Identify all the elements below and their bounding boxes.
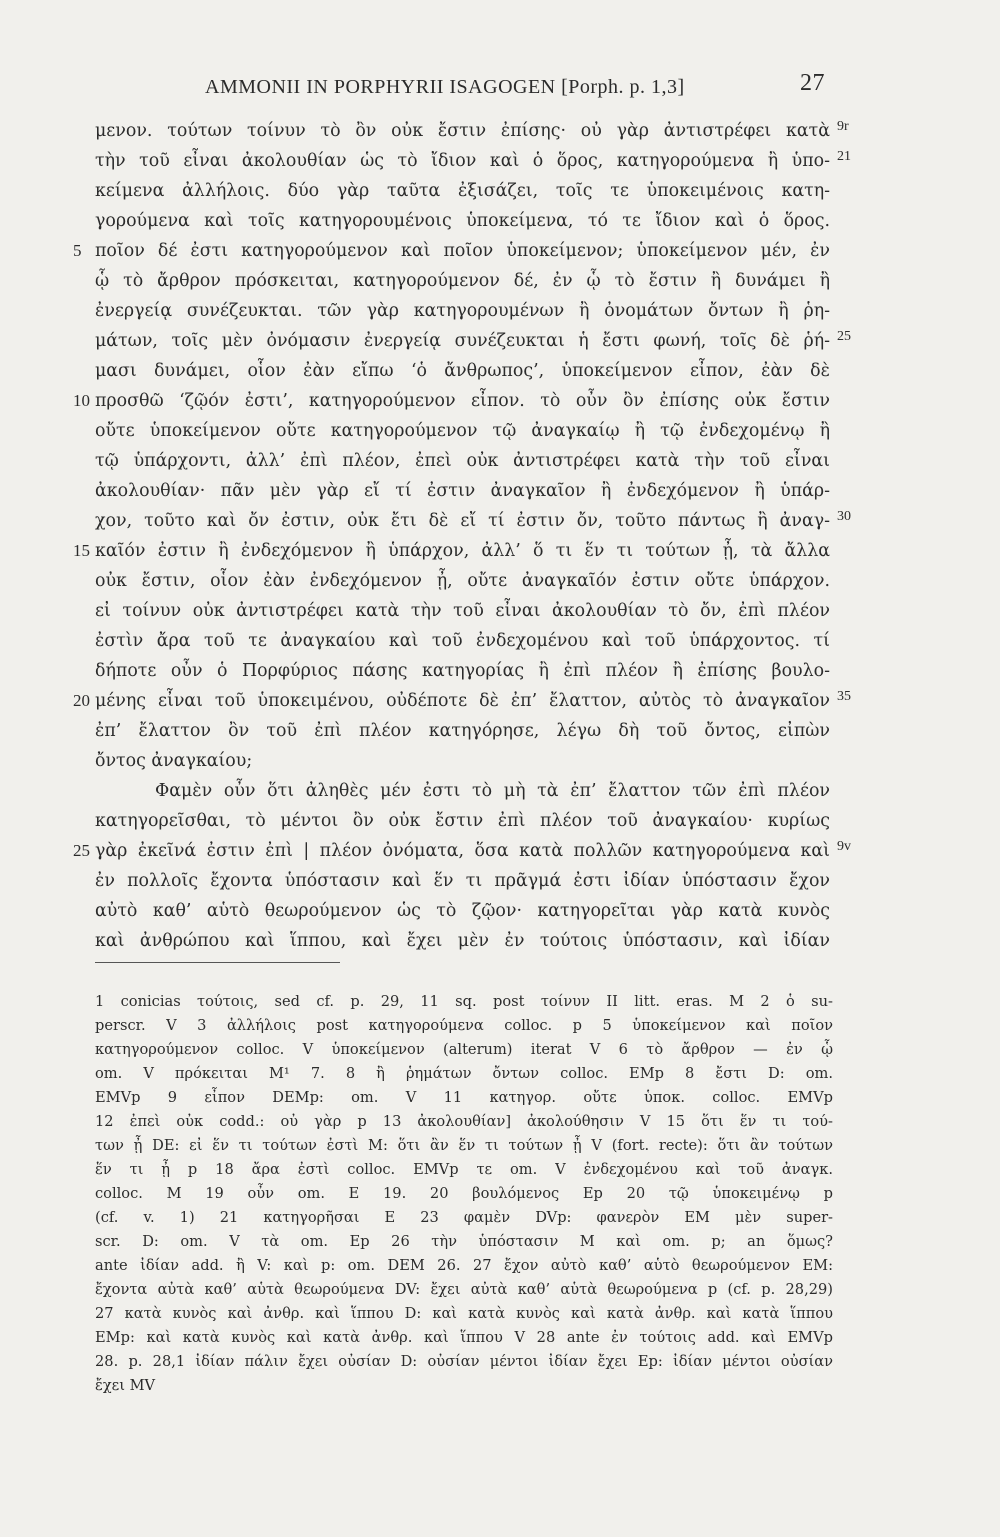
footnote-line: colloc. M 19 οὖν om. E 19. 20 βουλόμενος Ep 20 τῷ ὑποκειμένῳ p xyxy=(95,1185,833,1202)
text-line xyxy=(95,416,830,446)
margin-reference: 9r xyxy=(837,119,849,134)
text-line xyxy=(95,116,849,146)
line-text: γὰρ ἐκεῖνά ἐστιν ἐπὶ | πλέον ὀνόματα, ὅσα κατὰ πολλῶν κατηγορούμενα καὶ xyxy=(95,841,830,861)
line-number: 5 xyxy=(73,241,82,260)
line-text: ᾧ τὸ ἄρθρον πρόσκειται, κατηγορούμενον δέ, ἐν ᾧ τὸ ἔστιν ἢ δυνάμει ἢ xyxy=(95,271,830,291)
line-text: τὴν τοῦ εἶναι ἀκολουθίαν ὡς τὸ ἴδιον καὶ ὁ ὅρος, κατηγορούμενα ἢ ὑπο- xyxy=(95,151,830,171)
text-line xyxy=(95,146,851,176)
text-line xyxy=(95,806,830,836)
footnote-line: 12 ἐπεὶ οὐκ codd.: οὐ γὰρ p 13 ἀκολουθίαν] ἀκολούθησιν V 15 ὅτι ἕν τι τού- xyxy=(95,1113,833,1130)
margin-reference: 25 xyxy=(837,329,851,344)
text-line xyxy=(95,356,830,386)
footnote-line: ἕν τι ᾖ p 18 ἄρα ἐστὶ colloc. EMVp τε om. V ἐνδεχομένου καὶ τοῦ ἀναγκ. xyxy=(95,1161,833,1178)
text-line xyxy=(95,446,830,476)
text-line xyxy=(95,896,830,926)
text-line xyxy=(73,686,851,716)
line-text: ἐστὶν ἄρα τοῦ τε ἀναγκαίου καὶ τοῦ ἐνδεχομένου καὶ τοῦ ὑπάρχοντος. τί xyxy=(95,631,830,651)
footnote-line: κατηγορούμενον colloc. V ὑποκείμενον (alterum) iterat V 6 τὸ ἄρθρον — ἐν ᾧ xyxy=(95,1041,833,1058)
line-text: καὶ ἀνθρώπου καὶ ἵππου, καὶ ἔχει μὲν ἐν τούτοις ὑπόστασιν, καὶ ἰδίαν xyxy=(95,931,830,951)
footnote-line: 1 conicias τούτοις, sed cf. p. 29, 11 sq. post τοίνυν II litt. eras. M 2 ὁ su- xyxy=(95,993,833,1010)
line-text: κατηγορεῖσθαι, τὸ μέντοι ὂν οὐκ ἔστιν ἐπὶ πλέον τοῦ ἀναγκαίου· κυρίως xyxy=(95,811,830,831)
page-number: 27 xyxy=(800,70,825,96)
footnote-line: EMp: καὶ κατὰ κυνὸς καὶ κατὰ ἀνθρ. καὶ ἵππου V 28 ante ἐν τούτοις add. καὶ EMVp xyxy=(95,1329,833,1346)
text-line xyxy=(95,656,830,686)
footnote-line: scr. D: om. V τὰ om. Ep 26 τὴν ὑπόστασιν M καὶ om. p; an ὅμως? xyxy=(95,1233,833,1250)
text-line xyxy=(95,296,830,326)
line-text: αὐτὸ καθ’ αὑτὸ θεωρούμενον ὡς τὸ ζῷον· κατηγορεῖται γὰρ κατὰ κυνὸς xyxy=(95,901,830,921)
line-text: μένης εἶναι τοῦ ὑποκειμένου, οὐδέποτε δὲ ἐπ’ ἔλαττον, αὐτὸς τὸ ἀναγκαῖον xyxy=(95,691,830,711)
footnote-line: om. V πρόκειται M¹ 7. 8 ἢ ῥημάτων ὄντων colloc. EMp 8 ἔστι D: om. xyxy=(95,1065,833,1082)
line-text: ἀκολουθίαν· πᾶν μὲν γὰρ εἴ τί ἐστιν ἀναγκαῖον ἢ ἐνδεχόμενον ἢ ὑπάρ- xyxy=(95,481,830,501)
line-text: προσθῶ ‘ζῷόν ἐστι’, κατηγορούμενον εἶπον. τὸ οὖν ὂν ἐπίσης οὐκ ἔστιν xyxy=(95,391,830,411)
footnote-line: 27 κατὰ κυνὸς καὶ ἀνθρ. καὶ ἵππου D: καὶ κατὰ κυνὸς καὶ κατὰ ἀνθρ. καὶ κατὰ ἵππου xyxy=(95,1305,833,1322)
line-text: δήποτε οὖν ὁ Πορφύριος πάσης κατηγορίας ἢ ἐπὶ πλέον ἢ ἐπίσης βουλο- xyxy=(95,661,830,681)
margin-reference: 30 xyxy=(837,509,851,524)
line-text: ὄντος ἀναγκαίου; xyxy=(95,751,253,771)
line-text: Φαμὲν οὖν ὅτι ἀληθὲς μέν ἐστι τὸ μὴ τὰ ἐπ’ ἔλαττον τῶν ἐπὶ πλέον xyxy=(155,781,830,801)
line-text: τῷ ὑπάρχοντι, ἀλλ’ ἐπὶ πλέον, ἐπεὶ οὐκ ἀντιστρέφει κατὰ τὴν τοῦ εἶναι xyxy=(95,451,830,471)
line-text: μενον. τούτων τοίνυν τὸ ὂν οὐκ ἔστιν ἐπίσης· οὐ γὰρ ἀντιστρέφει κατὰ xyxy=(95,121,830,141)
margin-reference: 35 xyxy=(837,689,851,704)
footnote-line: ante ἰδίαν add. ἢ V: καὶ p: om. DEM 26. 27 ἔχον αὐτὸ καθ’ αὑτὸ θεωρούμενον EM: xyxy=(95,1257,833,1274)
text-line xyxy=(95,326,851,356)
footnote-line: ἔχει MV xyxy=(95,1377,156,1394)
footnote-line: EMVp 9 εἶπον DEMp: om. V 11 κατηγορ. οὔτε ὑποκ. colloc. EMVp xyxy=(95,1089,833,1106)
footnote-line: των ᾖ DE: εἰ ἕν τι τούτων ἐστὶ M: ὅτι ἂν ἕν τι τούτων ᾖ V (fort. recte): ὅτι ἂν τούτων xyxy=(95,1137,833,1154)
line-text: οὐκ ἔστιν, οἷον ἐὰν ἐνδεχόμενον ᾖ, οὔτε ἀναγκαῖόν ἐστιν οὔτε ὑπάρχον. xyxy=(95,571,830,591)
line-number: 20 xyxy=(73,691,90,710)
margin-reference: 21 xyxy=(837,149,851,164)
text-line xyxy=(73,386,830,416)
line-text: οὔτε ὑποκείμενον οὔτε κατηγορούμενον τῷ ἀναγκαίῳ ἢ τῷ ἐνδεχομένῳ ἢ xyxy=(95,421,830,441)
line-text: καῖόν ἐστιν ἢ ἐνδεχόμενον ἢ ὑπάρχον, ἀλλ’ ὅ τι ἕν τι τούτων ᾖ, τὰ ἄλλα xyxy=(95,541,830,561)
text-line xyxy=(95,596,830,626)
text-line xyxy=(73,536,830,566)
line-number: 25 xyxy=(73,841,90,860)
text-line xyxy=(95,476,830,506)
text-line xyxy=(95,926,830,956)
line-number: 15 xyxy=(73,541,90,560)
footnote-divider xyxy=(95,962,340,963)
text-line xyxy=(95,716,830,746)
line-text: γορούμενα καὶ τοῖς κατηγορουμένοις ὑποκείμενα, τό τε ἴδιον καὶ ὁ ὅρος. xyxy=(95,211,830,231)
text-line xyxy=(95,176,830,206)
footnote-line: (cf. v. 1) 21 κατηγορῆσαι E 23 φαμὲν DVp: φανερὸν EM μὲν super- xyxy=(95,1209,833,1226)
line-number: 10 xyxy=(73,391,90,410)
line-text: ἐν πολλοῖς ἔχοντα ὑπόστασιν καὶ ἕν τι πρᾶγμά ἐστι ἰδίαν ὑπόστασιν ἔχον xyxy=(95,871,830,891)
line-text: εἰ τοίνυν οὐκ ἀντιστρέφει κατὰ τὴν τοῦ εἶναι ἀκολουθίαν τὸ ὄν, ἐπὶ πλέον xyxy=(95,601,830,621)
line-text: ποῖον δέ ἐστι κατηγορούμενον καὶ ποῖον ὑποκείμενον; ὑποκείμενον μέν, ἐν xyxy=(95,241,830,261)
running-head: AMMONII IN PORPHYRII ISAGOGEN [Porph. p. 1,3] xyxy=(205,76,685,98)
footnote-line: 28. p. 28,1 ἰδίαν πάλιν ἔχει οὐσίαν D: οὐσίαν μέντοι ἰδίαν ἔχει Ep: ἰδίαν μέντοι οὐσίαν xyxy=(95,1353,833,1370)
line-text: ἐπ’ ἔλαττον ὂν τοῦ ἐπὶ πλέον κατηγόρησε, λέγω δὴ τοῦ ὄντος, εἰπὼν xyxy=(95,721,830,741)
text-line xyxy=(95,206,830,236)
line-text: μασι δυνάμει, οἷον ἐὰν εἴπω ‘ὁ ἄνθρωπος’, ὑποκείμενον εἶπον, ἐὰν δὲ xyxy=(95,361,830,381)
text-line xyxy=(95,746,830,776)
text-line xyxy=(73,236,830,266)
text-line xyxy=(95,626,830,656)
line-text: μάτων, τοῖς μὲν ὀνόμασιν ἐνεργείᾳ συνέζευκται ἡ ἔστι φωνή, τοῖς δὲ ῥή- xyxy=(95,331,830,351)
line-text: κείμενα ἀλλήλοις. δύο γὰρ ταῦτα ἐξισάζει, τοῖς τε ὑποκειμένοις κατη- xyxy=(95,181,830,201)
footnote-line: ἔχοντα αὐτὰ καθ’ αὑτὰ θεωρούμενα DV: ἔχει αὐτὰ καθ’ αὑτὰ θεωρούμενα p (cf. p. 28,29) xyxy=(95,1281,833,1298)
text-line xyxy=(95,566,830,596)
line-text: ἐνεργείᾳ συνέζευκται. τῶν γὰρ κατηγορουμένων ἢ ὀνομάτων ὄντων ἢ ῥη- xyxy=(95,301,830,321)
footnote-line: perscr. V 3 ἀλλήλοις post κατηγορούμενα colloc. p 5 ὑποκείμενον καὶ ποῖον xyxy=(95,1017,833,1034)
line-text: χον, τοῦτο καὶ ὄν ἐστιν, οὐκ ἔτι δὲ εἴ τί ἐστιν ὄν, τοῦτο πάντως ἢ ἀναγ- xyxy=(95,511,830,531)
text-line xyxy=(95,776,830,806)
text-line xyxy=(73,836,851,866)
margin-reference: 9v xyxy=(837,839,851,854)
text-line xyxy=(95,266,830,296)
text-line xyxy=(95,506,851,536)
text-line xyxy=(95,866,830,896)
